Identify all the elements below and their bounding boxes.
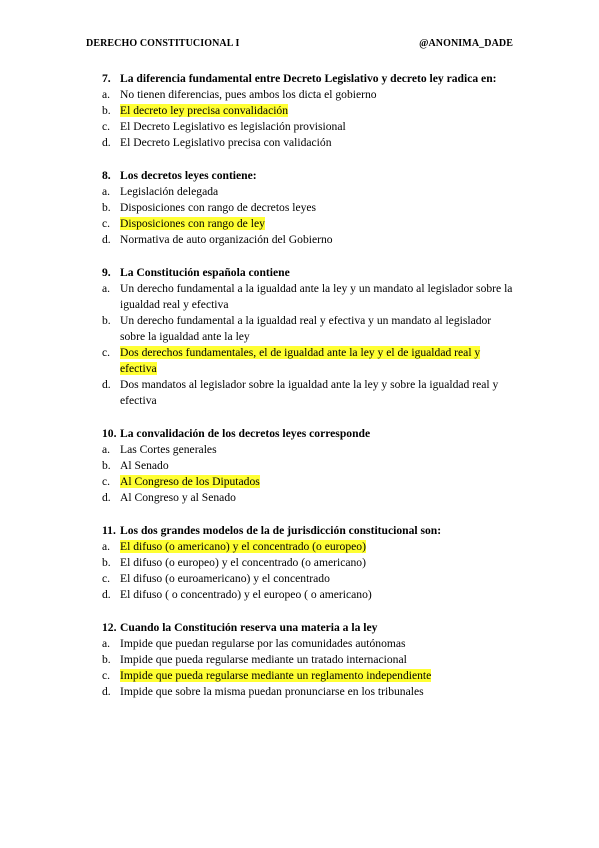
option-text: El Decreto Legislativo es legislación provisional	[120, 120, 346, 133]
option-letter: b.	[102, 556, 111, 569]
question-9	[102, 265, 518, 409]
option-d	[102, 490, 518, 506]
question-number: 9.	[102, 266, 111, 279]
option-text: Un derecho fundamental a la igualdad real y efectiva y un mandato al legislador sobre la igualdad ante la ley	[120, 314, 492, 343]
question-number: 12.	[102, 621, 117, 634]
question-text: Cuando la Constitución reserva una materia a la ley	[120, 621, 378, 634]
option-a	[102, 281, 518, 313]
option-d	[102, 135, 518, 151]
option-d	[102, 587, 518, 603]
option-c	[102, 571, 518, 587]
option-letter: d.	[102, 233, 111, 246]
option-b	[102, 652, 518, 668]
option-letter: d.	[102, 588, 111, 601]
question-title	[102, 168, 518, 184]
option-letter: d.	[102, 491, 111, 504]
option-b	[102, 313, 518, 345]
option-letter: d.	[102, 136, 111, 149]
question-list	[102, 71, 518, 717]
option-b	[102, 200, 518, 216]
question-title	[102, 426, 518, 442]
option-letter: a.	[102, 637, 111, 650]
option-text: El difuso ( o concentrado) y el europeo ( o americano)	[120, 588, 372, 601]
option-letter: c.	[102, 572, 111, 585]
option-text: Impide que puedan regularse por las comunidades autónomas	[120, 637, 406, 650]
option-c-highlighted	[102, 345, 518, 377]
option-c-highlighted	[102, 474, 518, 490]
option-c	[102, 119, 518, 135]
option-letter: b.	[102, 201, 111, 214]
question-text: La convalidación de los decretos leyes corresponde	[120, 427, 371, 440]
option-letter: b.	[102, 653, 111, 666]
option-text: Legislación delegada	[120, 185, 219, 198]
option-letter: a.	[102, 540, 111, 553]
option-text: Impide que sobre la misma puedan pronunciarse en los tribunales	[120, 685, 424, 698]
question-10	[102, 426, 518, 506]
question-text: La Constitución española contiene	[120, 266, 290, 279]
option-letter: b.	[102, 314, 111, 327]
option-text: Dos derechos fundamentales, el de igualdad ante la ley y el de igualdad real y efectiva	[120, 346, 481, 375]
option-a	[102, 184, 518, 200]
option-text: El difuso (o europeo) y el concentrado (o americano)	[120, 556, 366, 569]
question-12	[102, 620, 518, 700]
option-text: Impide que pueda regularse mediante un tratado internacional	[120, 653, 407, 666]
question-number: 7.	[102, 72, 111, 85]
option-text: Las Cortes generales	[120, 443, 217, 456]
option-text: Al Congreso y al Senado	[120, 491, 236, 504]
option-b-highlighted	[102, 103, 518, 119]
option-d	[102, 232, 518, 248]
option-text: El decreto ley precisa convalidación	[120, 104, 289, 117]
option-c-highlighted	[102, 668, 518, 684]
option-a	[102, 442, 518, 458]
option-letter: a.	[102, 443, 111, 456]
option-letter: a.	[102, 282, 111, 295]
option-letter: c.	[102, 346, 111, 359]
question-text: Los dos grandes modelos de la de jurisdicción constitucional son:	[120, 524, 442, 537]
option-a	[102, 636, 518, 652]
option-text: El difuso (o euroamericano) y el concentrado	[120, 572, 330, 585]
question-text: La diferencia fundamental entre Decreto Legislativo y decreto ley radica en:	[120, 72, 497, 85]
option-d	[102, 684, 518, 700]
option-letter: b.	[102, 104, 111, 117]
option-text: Un derecho fundamental a la igualdad ante la ley y un mandato al legislador sobre la igualdad real y efectiva	[120, 282, 513, 311]
header-course-title: DERECHO CONSTITUCIONAL I	[86, 38, 240, 49]
option-a-highlighted	[102, 539, 518, 555]
page-header	[86, 38, 513, 52]
option-text: Normativa de auto organización del Gobierno	[120, 233, 333, 246]
question-number: 10.	[102, 427, 117, 440]
option-text: Al Senado	[120, 459, 169, 472]
question-title	[102, 71, 518, 87]
option-letter: b.	[102, 459, 111, 472]
question-11	[102, 523, 518, 603]
question-title	[102, 523, 518, 539]
option-text: El difuso (o americano) y el concentrado (o europeo)	[120, 540, 366, 553]
option-letter: c.	[102, 217, 111, 230]
question-text: Los decretos leyes contiene:	[120, 169, 257, 182]
option-text: Al Congreso de los Diputados	[120, 475, 260, 488]
question-title	[102, 265, 518, 281]
option-d	[102, 377, 518, 409]
header-author-handle: @ANONIMA_DADE	[419, 38, 513, 49]
option-text: Dos mandatos al legislador sobre la igualdad ante la ley y sobre la igualdad real y efectiva	[120, 378, 499, 407]
option-text: Disposiciones con rango de decretos leyes	[120, 201, 317, 214]
option-letter: c.	[102, 669, 111, 682]
option-b	[102, 458, 518, 474]
question-number: 11.	[102, 524, 116, 537]
option-letter: d.	[102, 378, 111, 391]
option-letter: d.	[102, 685, 111, 698]
question-8	[102, 168, 518, 248]
option-text: No tienen diferencias, pues ambos los dicta el gobierno	[120, 88, 377, 101]
option-c-highlighted	[102, 216, 518, 232]
option-letter: c.	[102, 120, 111, 133]
option-letter: c.	[102, 475, 111, 488]
question-7	[102, 71, 518, 151]
option-text: Impide que pueda regularse mediante un reglamento independiente	[120, 669, 432, 682]
question-number: 8.	[102, 169, 111, 182]
option-text: El Decreto Legislativo precisa con validación	[120, 136, 332, 149]
option-letter: a.	[102, 88, 111, 101]
option-text: Disposiciones con rango de ley	[120, 217, 265, 230]
question-title	[102, 620, 518, 636]
option-b	[102, 555, 518, 571]
option-a	[102, 87, 518, 103]
option-letter: a.	[102, 185, 111, 198]
